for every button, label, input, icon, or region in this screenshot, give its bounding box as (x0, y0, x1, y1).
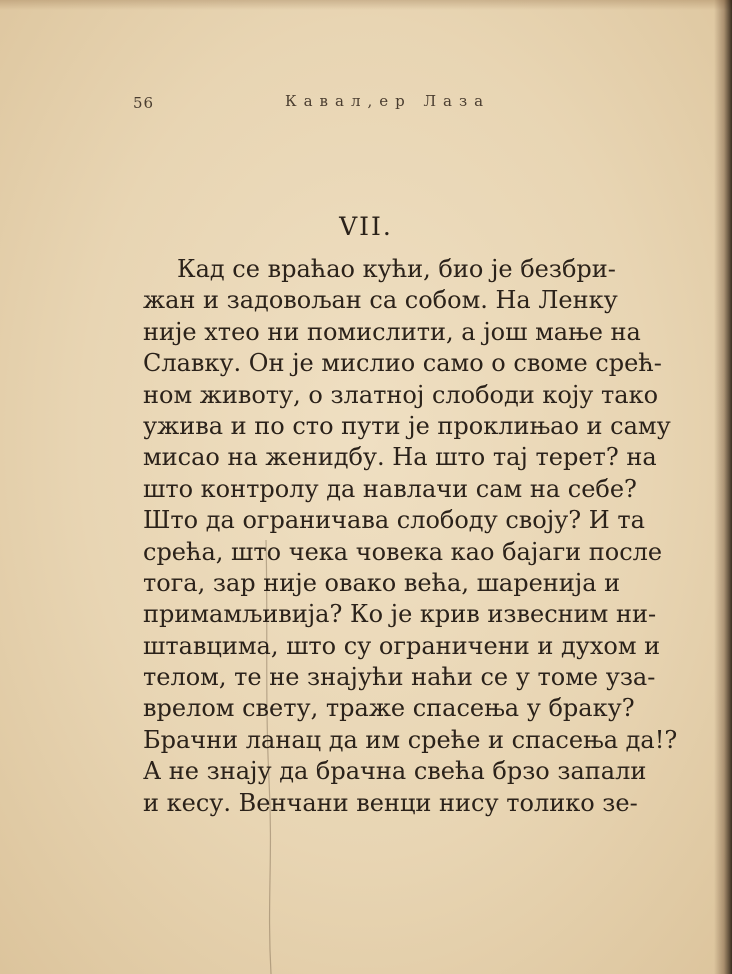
text-line: мисао на женидбу. На што тај терет? на (143, 443, 657, 472)
text-line: Што да ограничава слободу своју? И та (143, 506, 645, 535)
page-number: 56 (133, 94, 155, 112)
text-line: А не знају да брачна свећа брзо запали (143, 757, 647, 786)
text-line: жан и задовољан са собом. На Ленку (143, 286, 618, 315)
page-right-edge (714, 0, 732, 974)
text-line: штавцима, што су ограничени и духом и (143, 631, 661, 660)
body-text (143, 254, 678, 819)
text-line: није хтео ни помислити, а још мање на (143, 317, 641, 346)
text-line: телом, те не знајући наћи се у томе уза- (143, 663, 656, 692)
text-line: и кесу. Венчани венци нису толико зе- (143, 788, 638, 817)
text-line: срећа, што чека човека као бајаги после (143, 537, 663, 566)
running-head (0, 90, 732, 114)
text-line: Брачни ланац да им среће и спасења да!? (143, 725, 678, 754)
text-line: ном животу, о златној слободи коју тако (143, 380, 659, 409)
text-line: примамљивија? Ко је крив извесним ни- (143, 600, 657, 629)
text-line: што контролу да навлачи сам на себе? (143, 474, 637, 503)
text-line: тога, зар није овако већа, шаренија и (143, 568, 621, 597)
text-line: Славку. Он је мислио само о своме срећ- (143, 349, 662, 378)
running-title: Кавал,ер Лаза (285, 92, 491, 110)
text-line: врелом свету, траже спасења у браку? (143, 694, 635, 723)
chapter-heading: VII. (339, 212, 393, 241)
text-line: Кад се враћао кући, био је безбри- (177, 255, 616, 283)
page-top-shading (0, 0, 732, 10)
text-line: ужива и по сто пути је проклињао и саму (143, 411, 671, 440)
